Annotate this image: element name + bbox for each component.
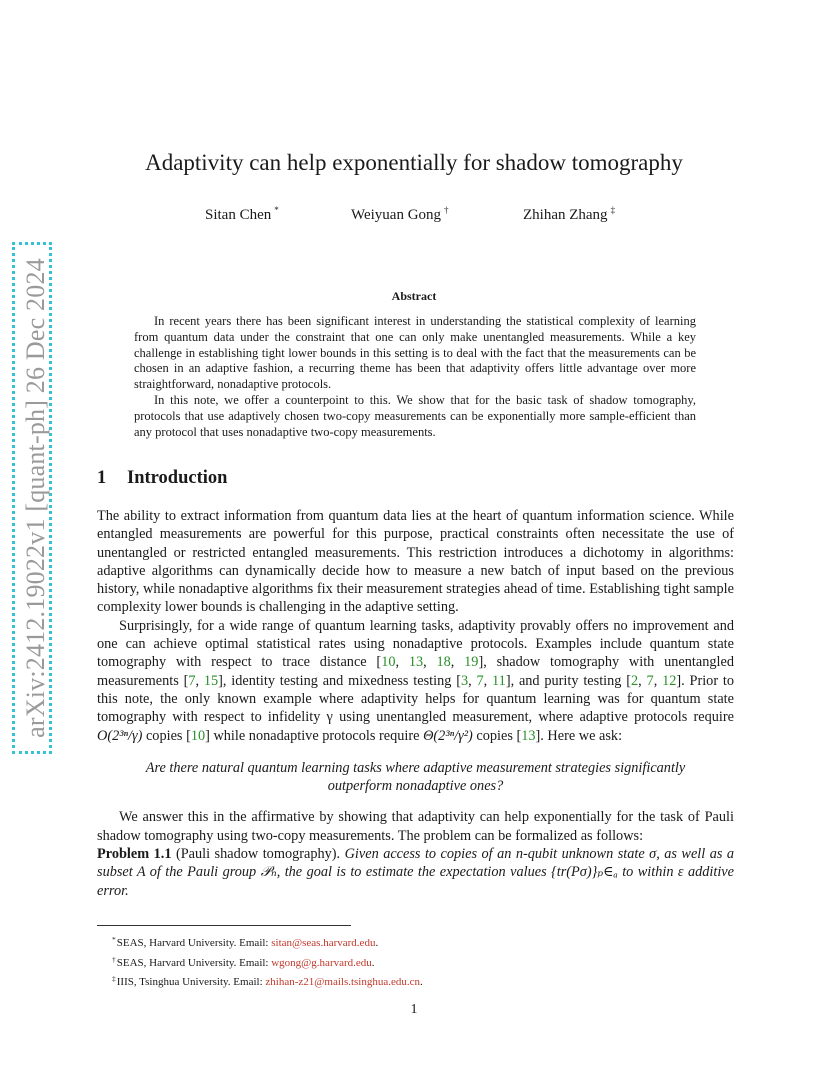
citation-link[interactable]: 19 (464, 654, 479, 671)
citation-link[interactable]: 10 (381, 654, 396, 671)
footnote (112, 952, 423, 972)
footnote-mark: † (112, 954, 116, 964)
text-span: ], shadow tomography with unentangled measurements [ (97, 654, 734, 689)
footnote-mark: * (112, 935, 116, 944)
section-heading (97, 468, 227, 489)
citation-link[interactable]: 15 (203, 672, 219, 689)
author-name: Zhihan Zhang (523, 207, 608, 223)
text-span: Surprisingly, for a wide range of quantum learning tasks, adaptivity provably offers no improvement and one can achieve optimal statistical rates using nonadaptive protocols. Examples include quantum state tomography with respect to trace distance [ (97, 617, 734, 671)
citation-link[interactable]: 18 (436, 654, 451, 671)
problem-name: (Pauli shadow tomography). (175, 846, 341, 863)
author-name: Sitan Chen (205, 207, 272, 223)
abstract-paragraph-1: In recent years there has been significant interest in understanding the statistical complexity of learning from quantum data under the constraint that one can only make unentangled measurements. While a key challenge in establishing tight lower bounds in this setting is to deal with the fact that the measurements can be chosen in an adaptive fashion, a recurring theme has been that adaptivity offers little advantage over more straightforward, nonadaptive protocols. (134, 314, 696, 392)
citation-link[interactable]: 7 (476, 672, 484, 689)
paragraph-2: Surprisingly, for a wide range of quantum learning tasks, adaptivity provably offers no improvement and one can achieve optimal statistical rates using nonadaptive protocols. Examples include quantum state tomography with respect to trace distance [10, 13, 18, 19], shadow tomography with unentangled measurements [7, 15], identity testing and mixedness testing [3, 7, 11], and purity testing [2, 7, 12]. Prior to this note, the only known example where adaptivity helps for quantum learning was for quantum state tomography with respect to infidelity γ using unentangled measurement, where adaptive protocols require O(2³ⁿ/γ) copies [10] while nonadaptive protocols require Θ(2³ⁿ/γ²) copies [13]. Here we ask: (97, 617, 734, 744)
footnote-end: . (375, 937, 379, 949)
abstract-heading: Abstract (391, 289, 437, 303)
email-link[interactable]: sitan@seas.harvard.edu (271, 937, 376, 949)
citation-link[interactable]: 12 (662, 672, 677, 689)
citation-link[interactable]: 7 (646, 672, 654, 689)
author-name: Weiyuan Gong (351, 207, 442, 223)
footnote-text: SEAS, Harvard University. Email: (116, 937, 272, 949)
quote-line: outperform nonadaptive ones? (327, 778, 504, 795)
section-body (97, 507, 734, 900)
footnote-text: IIIS, Tsinghua University. Email: (116, 976, 266, 988)
citation-link[interactable]: 2 (631, 672, 639, 689)
citation-link[interactable]: 13 (521, 727, 536, 744)
citation-link[interactable]: 3 (460, 672, 469, 689)
section-title: Introduction (127, 468, 228, 488)
author-mark[interactable]: † (444, 205, 449, 215)
paragraph-1: The ability to extract information from quantum data lies at the heart of quantum information science. While entangled measurements are powerful for this purpose, practical constraints often necessitate the use of unentangled or restricted entangled measurements. This restriction introduces a dichotomy in algorithms: adaptive algorithms can dynamically decide how to measure a new batch of input based on the previous history, while nonadaptive algorithms fix their measurement strategies ahead of time. Establishing tight sample complexity lower bounds is challenging in the adaptive setting. (97, 508, 734, 616)
email-link[interactable]: zhihan-z21@mails.tsinghua.edu.cn (265, 976, 421, 988)
author-mark[interactable]: ‡ (610, 205, 616, 215)
citation-link[interactable]: 10 (190, 727, 206, 744)
author-mark[interactable]: * (274, 205, 279, 215)
author-3 (523, 205, 615, 224)
author-1 (205, 205, 279, 224)
research-question (97, 759, 734, 796)
citation-link[interactable]: 11 (492, 672, 506, 689)
email-link[interactable]: wgong@g.harvard.edu (271, 956, 372, 969)
paper-title: Adaptivity can help exponentially for shadow tomography (145, 150, 683, 175)
text-span: ]. Here we ask: (535, 727, 623, 744)
page-number: 1 (410, 1002, 418, 1017)
footnote-mark: ‡ (112, 974, 116, 983)
text-span: ], and purity testing [ (505, 672, 631, 689)
author-2 (351, 205, 449, 224)
text-span: copies [ (472, 727, 522, 744)
math-expression: Θ(2³ⁿ/γ²) (423, 727, 473, 744)
arxiv-stamp[interactable]: arXiv:2412.19022v1 [quant-ph] 26 Dec 2024 (21, 258, 50, 738)
abstract (134, 314, 696, 440)
problem-statement (97, 845, 734, 900)
section-number: 1 (97, 468, 107, 488)
abstract-paragraph-2: In this note, we offer a counterpoint to this. We show that for the basic task of shadow tomography, protocols that use adaptively chosen two-copy measurements can be exponentially more sample-efficient than any protocol that uses nonadaptive two-copy measurements. (134, 392, 696, 439)
footnote-end: . (371, 956, 375, 969)
problem-text: Given access to copies of an n-qubit unknown state σ, as well as a subset A of the Pauli group 𝒫ₙ, the goal is to estimate the expectation values {tr(Pσ)}ₚ∈ₐ to within ε additive error. (97, 846, 735, 899)
footnotes (112, 932, 423, 991)
paragraph-3: We answer this in the affirmative by showing that adaptivity can help exponentially for the task of Pauli shadow tomography using two-copy measurements. The problem can be formalized as follows: (97, 809, 734, 844)
footnote-text: SEAS, Harvard University. Email: (116, 956, 272, 969)
text-span: ]. Prior to this note, the only known example where adaptivity helps for quantum learning was for quantum state tomography with respect to infidelity γ using unentangled measurement, where adaptive protocols require (97, 672, 734, 726)
problem-label: Problem 1.1 (97, 846, 172, 863)
citation-link[interactable]: 13 (408, 654, 424, 671)
footnote (112, 971, 423, 991)
text-span: ] while nonadaptive protocols require (205, 727, 424, 744)
footnote (112, 932, 423, 952)
quote-line: Are there natural quantum learning tasks where adaptive measurement strategies significantly (145, 759, 686, 776)
text-span: copies [ (142, 727, 191, 744)
text-span: ], identity testing and mixedness testing [ (218, 672, 461, 689)
math-expression: O(2³ⁿ/γ) (97, 727, 143, 744)
footnote-end: . (420, 976, 423, 988)
citation-link[interactable]: 7 (188, 672, 196, 689)
footnote-rule (97, 925, 351, 926)
